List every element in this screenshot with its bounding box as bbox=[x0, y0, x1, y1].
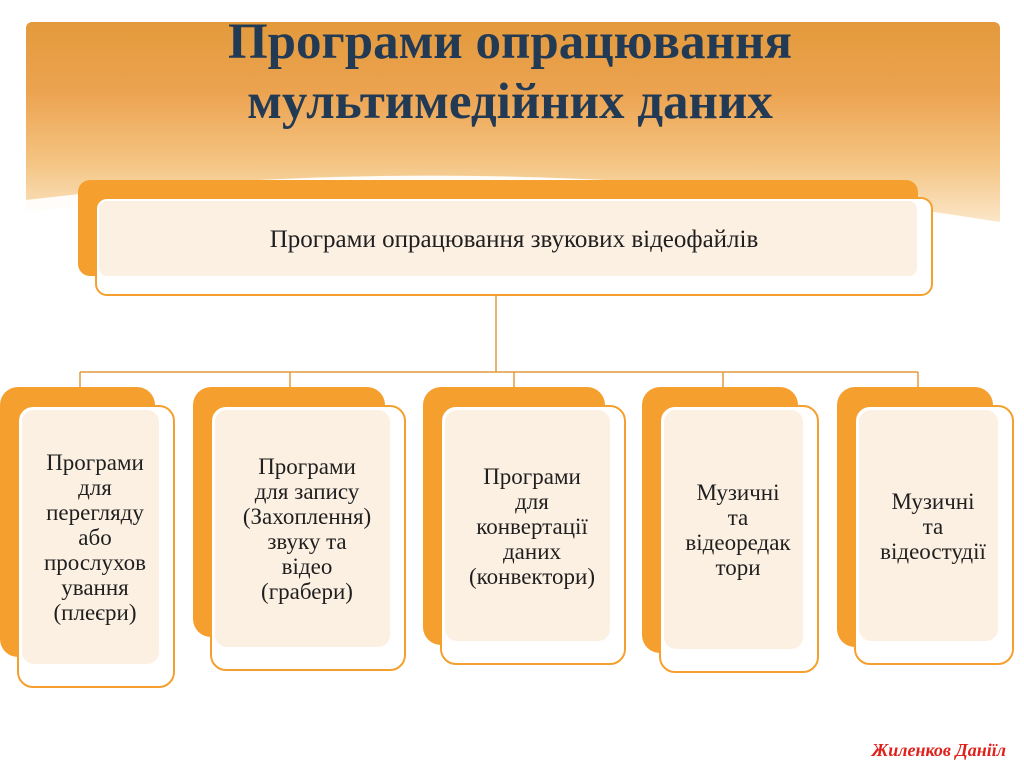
root-node-label: Програми опрацювання звукових відеофайлів bbox=[269, 225, 759, 253]
author-signature: Жиленков Даніїл bbox=[871, 740, 1006, 760]
category-label-3: Програми для конвертації даних (конвектори) bbox=[469, 463, 595, 589]
category-node-4 bbox=[659, 405, 819, 673]
category-label-2: Програми для запису (Захоплення) звуку та відео (грабери) bbox=[242, 454, 372, 604]
slide-title: Програми опрацювання мультимедійних даних bbox=[228, 14, 792, 130]
category-label-5: Музичні та відеостудії bbox=[880, 488, 986, 564]
category-node-5 bbox=[854, 405, 1014, 665]
category-node-2 bbox=[210, 405, 406, 671]
category-node-3 bbox=[440, 405, 626, 665]
root-node bbox=[95, 197, 933, 296]
category-node-1 bbox=[17, 405, 175, 688]
category-label-4: Музичні та відеоредак тори bbox=[685, 480, 791, 580]
category-label-1: Програми для перегляду або прослухов ування (плеєри) bbox=[43, 450, 147, 625]
